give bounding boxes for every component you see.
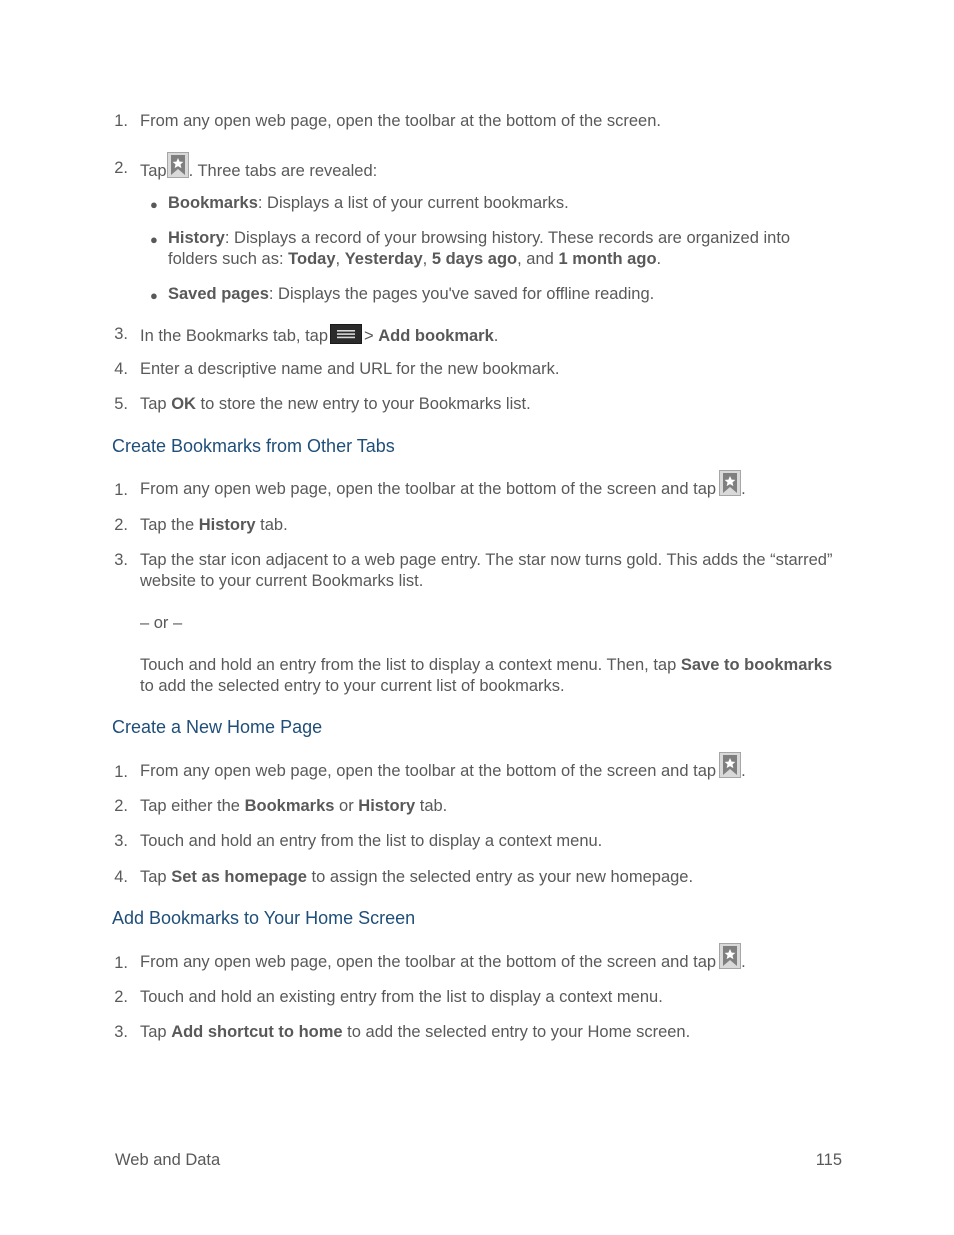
bullet: ● <box>150 288 158 303</box>
bold-term: Today <box>288 250 336 268</box>
bold-term: Add bookmark <box>378 327 494 345</box>
bullet-term: History <box>168 229 225 247</box>
step-text <box>140 943 746 978</box>
step-text <box>140 515 288 536</box>
step-text-post: to add the selected entry to your Home screen. <box>342 1023 691 1041</box>
step-text-pre: From any open web page, open the toolbar at the bottom of the screen and tap <box>140 762 717 780</box>
step-number: 1. <box>114 763 128 781</box>
step-text: Touch and hold an existing entry from the list to display a context menu. <box>140 988 663 1006</box>
bullet-desc: : Displays the pages you've saved for offline reading. <box>268 285 655 303</box>
step-text-pre: Tap <box>140 162 167 180</box>
step-text <box>140 1022 690 1043</box>
step-number: 3. <box>114 832 128 850</box>
step-text-post: tab. <box>415 797 448 815</box>
step-text <box>140 796 447 817</box>
step-text-pre: In the Bookmarks tab, tap <box>140 327 329 345</box>
step-text-pre: Tap the <box>140 516 199 534</box>
bookmark-star-icon <box>719 943 741 969</box>
text: , <box>422 250 432 268</box>
bold-term: 5 days ago <box>431 250 518 268</box>
step-number: 2. <box>114 159 128 177</box>
section-heading: Create a New Home Page <box>112 717 323 737</box>
step-number: 4. <box>114 868 128 886</box>
text: Touch and hold an entry from the list to display a context menu. Then, tap <box>140 656 681 674</box>
step-text-cont: website to your current Bookmarks list. <box>140 572 424 590</box>
step-text-pre: Tap <box>140 1023 172 1041</box>
step-text-post: . <box>741 953 746 971</box>
step-number: 2. <box>114 988 128 1006</box>
step-text <box>140 867 693 888</box>
page-number: 115 <box>815 1151 842 1169</box>
step-text <box>140 470 746 505</box>
bullet-desc: : Displays a record of your browsing history. These records are organized into <box>224 229 791 247</box>
or-separator: – or – <box>140 614 183 632</box>
bold-term: Add shortcut to home <box>171 1023 343 1041</box>
step-number: 2. <box>114 797 128 815</box>
step-text-pre: Tap <box>140 868 172 886</box>
step-text-post: . <box>741 480 746 498</box>
step-text-pre: Tap <box>140 395 172 413</box>
bookmark-star-icon <box>719 470 741 496</box>
step-text <box>140 752 746 787</box>
text: , and <box>517 250 559 268</box>
menu-icon <box>330 324 362 344</box>
step-text-post: to assign the selected entry as your new homepage. <box>306 868 694 886</box>
step-number: 5. <box>114 395 128 413</box>
paragraph-cont: to add the selected entry to your current list of bookmarks. <box>140 677 565 695</box>
text: . <box>656 250 662 268</box>
step-text <box>140 152 377 185</box>
step-text-mid: > <box>364 327 379 345</box>
bullet-text <box>168 284 654 305</box>
step-text-pre: Tap either the <box>140 797 245 815</box>
bold-term: 1 month ago <box>558 250 657 268</box>
step-text <box>140 394 531 415</box>
bold-term: OK <box>171 395 196 413</box>
text: , <box>335 250 345 268</box>
footer-section-name: Web and Data <box>115 1151 221 1169</box>
step-number: 4. <box>114 360 128 378</box>
text: folders such as: <box>168 250 289 268</box>
step-text-post: . <box>741 762 746 780</box>
step-text: From any open web page, open the toolbar at the bottom of the screen. <box>140 112 661 130</box>
step-text: Tap the star icon adjacent to a web page entry. The star now turns gold. This adds the “starred” <box>140 551 833 569</box>
step-number: 1. <box>114 954 128 972</box>
step-text: Touch and hold an entry from the list to display a context menu. <box>140 832 603 850</box>
step-number: 3. <box>114 1023 128 1041</box>
bold-term: History <box>358 797 416 815</box>
bold-term: Set as homepage <box>171 868 307 886</box>
step-number: 2. <box>114 516 128 534</box>
section-heading: Add Bookmarks to Your Home Screen <box>112 908 416 928</box>
bullet-desc: : Displays a list of your current bookmarks. <box>257 194 569 212</box>
bold-term: History <box>198 516 256 534</box>
bullet-term: Bookmarks <box>168 194 258 212</box>
bullet: ● <box>150 197 158 212</box>
bullet-text <box>168 193 569 214</box>
step-text-post: tab. <box>255 516 288 534</box>
section-heading: Create Bookmarks from Other Tabs <box>112 436 395 456</box>
step-number: 1. <box>114 112 128 130</box>
step-number: 3. <box>114 551 128 569</box>
bookmark-star-icon <box>719 752 741 778</box>
step-number: 3. <box>114 325 128 343</box>
step-text-pre: From any open web page, open the toolbar at the bottom of the screen and tap <box>140 953 717 971</box>
step-text-post: to store the new entry to your Bookmarks list. <box>195 395 531 413</box>
step-text-pre: From any open web page, open the toolbar at the bottom of the screen and tap <box>140 480 717 498</box>
step-text: Enter a descriptive name and URL for the new bookmark. <box>140 360 560 378</box>
bullet-text-cont <box>168 249 661 270</box>
bullet: ● <box>150 232 158 247</box>
paragraph <box>140 655 832 676</box>
bold-term: Yesterday <box>344 250 423 268</box>
step-number: 1. <box>114 481 128 499</box>
bullet-term: Saved pages <box>168 285 269 303</box>
bookmark-star-icon <box>167 152 189 178</box>
bullet-text <box>168 228 790 249</box>
step-text <box>140 324 498 347</box>
step-text-mid: or <box>334 797 359 815</box>
bold-term: Save to bookmarks <box>680 656 833 674</box>
step-text-post: . <box>493 327 499 345</box>
step-text-post: . Three tabs are revealed: <box>188 162 378 180</box>
bold-term: Bookmarks <box>244 797 335 815</box>
